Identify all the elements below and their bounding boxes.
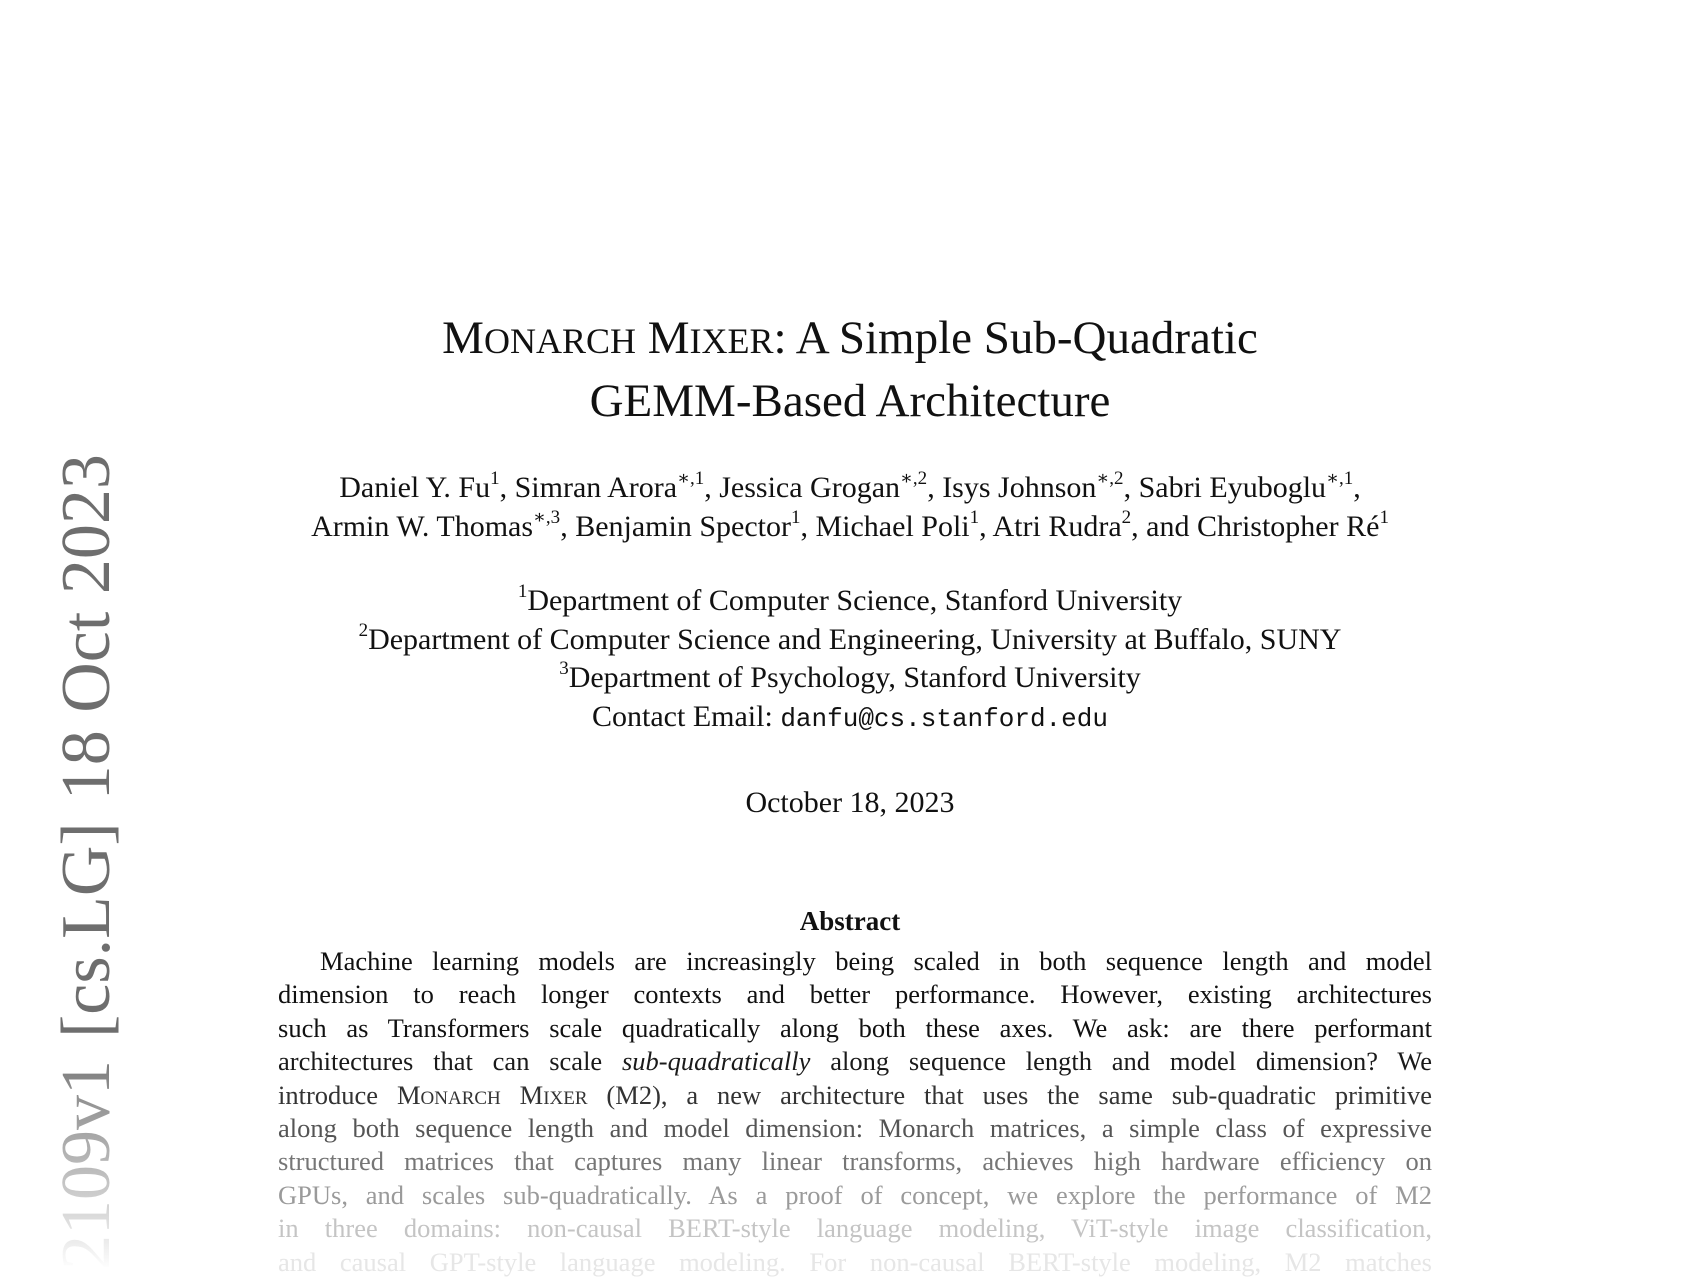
- affiliation-text: Department of Psychology, Stanford University: [568, 661, 1141, 694]
- author-affiliation-mark: 1: [1379, 507, 1389, 528]
- title-line-1: [0, 308, 1700, 371]
- affiliation-text: Department of Computer Science and Engineering, University at Buffalo, SUNY: [368, 622, 1342, 656]
- author-name: Benjamin Spector: [575, 510, 791, 543]
- contact-email[interactable]: danfu@cs.stanford.edu: [780, 703, 1108, 734]
- arxiv-id-fragment: 2109v1: [48, 1060, 125, 1270]
- affiliations: [0, 582, 1700, 738]
- author-name: and Christopher Ré: [1146, 510, 1380, 543]
- author-affiliation-mark: ∗,2: [900, 468, 928, 489]
- model-name-small-caps: Monarch Mixer: [396, 1079, 588, 1110]
- author-affiliation-mark: ∗,3: [533, 507, 561, 528]
- author-line-1: Daniel Y. Fu$^1$, Simran Arora$^{∗,1}$, Jessica Grogan$^{∗,2}$, Isys Johnson$^{∗,2}$, Sabri Eyuboglu$^{∗,1}$,: [339, 468, 1361, 504]
- abstract-line: GPUs, and scales sub-quadratically. As a proof of concept, we explore the performance of M2: [278, 1179, 1432, 1210]
- author-affiliation-mark: 1: [790, 507, 801, 528]
- affiliation-2: [0, 621, 1700, 660]
- affiliation-mark: 3: [559, 658, 569, 679]
- title-small-caps: MONARCH MIXER: [442, 312, 774, 364]
- affiliation-3: [0, 659, 1700, 698]
- title-rest: : A Simple Sub-Quadratic: [773, 312, 1258, 364]
- arxiv-side-stamp: [48, 432, 125, 1270]
- abstract-line: in three domains: non-causal BERT-style language modeling, ViT-style image classification,: [278, 1213, 1432, 1244]
- abstract-line: and causal GPT-style language modeling. For non-causal BERT-style modeling, M2 matches: [278, 1246, 1432, 1277]
- paper-title: [0, 308, 1700, 431]
- author-name: Sabri Eyuboglu: [1138, 471, 1327, 504]
- affiliation-text: Department of Computer Science, Stanford University: [527, 584, 1183, 617]
- author-affiliation-mark: ∗,1: [677, 468, 705, 489]
- author-affiliation-mark: ∗,1: [1326, 468, 1354, 489]
- contact-line: [0, 698, 1700, 739]
- author-line-2: Armin W. Thomas$^{∗,3}$, Benjamin Spector$^1$, Michael Poli$^1$, Atri Rudra$^2$, and Christopher $Ré^1$: [311, 507, 1389, 543]
- abstract-line: architectures that can scale sub-quadratically along sequence length and model dimension? We: [278, 1046, 1432, 1077]
- author-affiliation-mark: 1: [490, 468, 500, 489]
- arxiv-date: 18 Oct 2023: [48, 454, 125, 801]
- affiliation-1: [0, 582, 1700, 621]
- author-name: Atri Rudra: [992, 510, 1122, 543]
- abstract-line: dimension to reach longer contexts and better performance. However, existing architectures: [278, 979, 1432, 1010]
- author-affiliation-mark: ∗,2: [1096, 468, 1124, 489]
- author-name: Simran Arora: [514, 471, 678, 504]
- contact-label: Contact Email:: [592, 699, 781, 733]
- abstract-line: Machine learning models are increasingly being scaled in both sequence length and model: [320, 946, 1432, 976]
- author-affiliation-mark: 2: [1121, 507, 1132, 528]
- emphasis: sub-quadratically: [621, 1046, 811, 1077]
- abstract-line: such as Transformers scale quadratically along both these axes. We ask: are there performant: [278, 1012, 1432, 1043]
- author-name: Daniel Y. Fu: [339, 471, 491, 504]
- author-name: Armin W. Thomas: [311, 510, 534, 543]
- author-name: Jessica Grogan: [719, 471, 901, 504]
- paper-date: October 18, 2023: [745, 786, 955, 819]
- arxiv-category: [cs.LG]: [48, 822, 125, 1038]
- author-name: Michael Poli: [815, 510, 970, 543]
- abstract-line: along both sequence length and model dimension: Monarch matrices, a simple class of expressive: [278, 1112, 1432, 1143]
- author-affiliation-mark: 1: [969, 507, 980, 528]
- abstract-line: structured matrices that captures many linear transforms, achieves high hardware efficiency on: [278, 1146, 1432, 1177]
- affiliation-mark: 1: [517, 581, 528, 602]
- author-list: [0, 468, 1700, 546]
- author-name: Isys Johnson: [942, 471, 1097, 504]
- affiliation-mark: 2: [358, 619, 369, 641]
- title-line-2: GEMM-Based Architecture: [589, 375, 1111, 427]
- abstract-body: [278, 945, 1432, 1279]
- abstract-line: introduce Monarch Mixer (M2), a new architecture that uses the same sub-quadratic primitive: [278, 1079, 1432, 1110]
- abstract-heading: Abstract: [799, 906, 901, 936]
